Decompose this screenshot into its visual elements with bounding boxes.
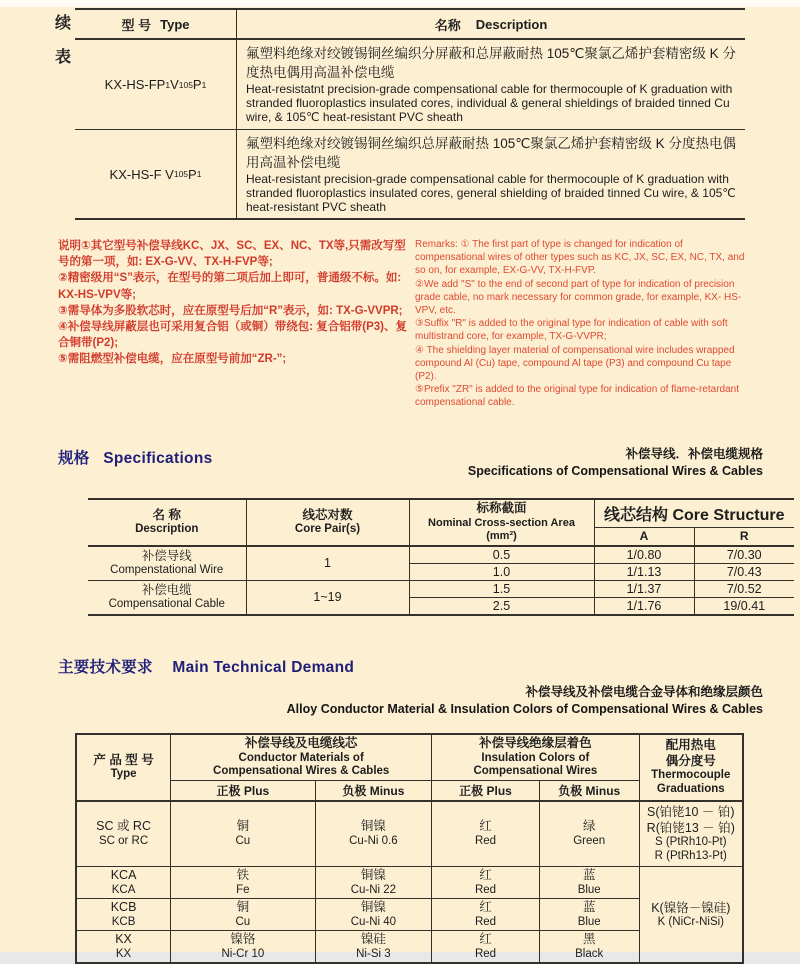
graduation-k: K(镍铬－镍硅) K (NiCr-NiSi) <box>639 867 743 964</box>
col-header-conductor-materials: 补偿导线及电缆线芯 Conductor Materials of Compensational Wires & Cables <box>171 734 432 780</box>
col-header-nominal-area: 标称截面 Nominal Cross-section Area (mm²) <box>409 499 594 546</box>
tech-row-kca <box>76 867 743 899</box>
structure-a-value: 1/0.80 <box>594 546 694 564</box>
alloy-insulation-table <box>75 733 744 964</box>
col-header-plus: 正极 Plus <box>432 780 540 801</box>
product-type: SC 或 RC SC or RC <box>76 801 171 867</box>
conductor-minus: 镍硅 Ni-Si 3 <box>315 931 432 964</box>
type-header-en: Type <box>160 16 190 32</box>
col-header-a: A <box>594 528 694 546</box>
structure-r-value: 19/0.41 <box>694 597 794 615</box>
remark-item: Remarks: ① The first part of type is changed for indication of compensational wires of other types such as KC, JX, SC, EX, NC, TX, and so on, for example, EX-G-VV, TX-H-FVP. <box>415 239 745 277</box>
remarks-english <box>415 238 749 410</box>
spec-header-row <box>88 499 794 528</box>
core-pairs-value: 1~19 <box>246 580 409 615</box>
conductor-minus: 铜镍 Cu-Ni 40 <box>315 899 432 931</box>
type-code: KX-HS-F V 105 P 1 <box>75 130 237 218</box>
cable-description <box>237 130 745 218</box>
page-top-margin <box>0 0 800 7</box>
insulation-minus: 黑 Black <box>539 931 639 964</box>
col-header-thermocouple-graduations: 配用热电 偶分度号 Thermocouple Graduations <box>639 734 743 801</box>
notes-chinese <box>58 238 407 368</box>
heading-cn: 规格 <box>58 450 90 467</box>
type-description-table <box>75 8 745 220</box>
cable-description <box>237 40 745 129</box>
type-code: KX-HS-FP 1 V 105 P 1 <box>75 40 237 129</box>
note-item: ②精密级用“S”表示，在型号的第二项后加上即可，普通级不标。如: KX-HS-VPV等; <box>58 272 402 301</box>
structure-a-value: 1/1.76 <box>594 597 694 615</box>
heading-cn: 主要技术要求 <box>58 659 153 676</box>
desc-header-en: Description <box>475 16 548 32</box>
conductor-plus: 铜 Cu <box>171 899 315 931</box>
cable-type-row <box>75 40 745 130</box>
remark-item: ④ The shielding layer material of compensational wire includes wrapped compound Al (Cu) tape, compound Al tape (P3) and compound Cu tape (P2). <box>415 344 735 383</box>
note-item: ③需导体为多股软芯时，应在原型号后加“R”表示，如: TX-G-VVPR; <box>58 304 403 317</box>
note-item: ⑤需阻燃型补偿电缆，应在原型号前加“ZR-”; <box>58 353 287 366</box>
type-column-header <box>75 10 237 38</box>
structure-r-value: 7/0.30 <box>694 546 794 564</box>
spec-item-name: 补偿电缆 Compensational Cable <box>88 580 246 615</box>
subtitle-en: Specifications of Compensational Wires & Cables <box>467 464 763 478</box>
description-cn: 氟塑料绝缘对绞镀锡铜丝编织总屏蔽耐热 105℃聚氯乙烯护套精密级 K 分度热电偶用高温补偿电缆 <box>246 136 736 170</box>
desc-header-cn: 名称 <box>434 17 461 33</box>
insulation-minus: 蓝 Blue <box>539 867 639 899</box>
conductor-minus: 铜镍 Cu-Ni 0.6 <box>315 801 432 867</box>
col-header-plus: 正极 Plus <box>171 780 315 801</box>
conductor-plus: 铁 Fe <box>171 867 315 899</box>
remark-item: ⑤Prefix "ZR" is added to the original type for indication of flame-retardant compensational cable. <box>415 384 739 409</box>
col-header-core-pairs: 线芯对数 Core Pair(s) <box>246 499 409 546</box>
description-cn: 氟塑料绝缘对绞镀锡铜丝编织分屏蔽和总屏蔽耐热 105℃聚氯乙烯护套精密级 K 分度热电偶用高温补偿电缆 <box>246 46 736 80</box>
heading-en: Main Technical Demand <box>172 659 355 676</box>
area-value: 1.0 <box>409 563 594 580</box>
col-header-minus: 负极 Minus <box>539 780 639 801</box>
description-en: Heat-resistant precision-grade compensational cable for thermocouple of K graduation with stranded fluoroplastics insulated cores, general shielding of braided tinned Cu wire, & 105℃ heat-resistant PVC sheath <box>246 172 736 214</box>
insulation-plus: 红 Red <box>432 867 540 899</box>
specifications-subtitle <box>468 446 763 480</box>
graduation-s-r: S(铂铑10 － 铂) R(铂铑13 － 铂) S (PtRh10-Pt) R (PtRh13-Pt) <box>639 801 743 867</box>
col-header-minus: 负极 Minus <box>315 780 432 801</box>
note-item: 说明①其它型号补偿导线KC、JX、SC、EX、NC、TX等,只需改写型号的第一项，如: EX-G-VV、TX-H-FVP等; <box>58 240 406 269</box>
description-column-header <box>237 10 745 38</box>
insulation-minus: 蓝 Blue <box>539 899 639 931</box>
col-header-r: R <box>694 528 794 546</box>
section-heading-specifications <box>58 446 213 468</box>
area-value: 1.5 <box>409 580 594 597</box>
core-pairs-value: 1 <box>246 546 409 581</box>
structure-a-value: 1/1.13 <box>594 563 694 580</box>
structure-r-value: 7/0.43 <box>694 563 794 580</box>
col-header-description: 名 称 Description <box>88 499 246 546</box>
technical-subtitle <box>287 684 763 718</box>
structure-a-value: 1/1.37 <box>594 580 694 597</box>
remark-item: ③Suffix "R" is added to the original type for indication of cable with soft multistrand core, for example, TX-G-VVPR; <box>415 318 728 343</box>
continued-label-char: 表 <box>55 49 72 66</box>
col-header-insulation-colors: 补偿导线绝缘层着色 Insulation Colors of Compensational Wires <box>432 734 639 780</box>
heading-en: Specifications <box>103 450 213 467</box>
col-header-type: 产 品 型 号 Type <box>76 734 171 801</box>
spec-row <box>88 580 794 597</box>
conductor-minus: 铜镍 Cu-Ni 22 <box>315 867 432 899</box>
tech-header-row <box>76 734 743 780</box>
note-item: ④补偿导线屏蔽层也可采用复合铝（或铜）带绕包: 复合铝带(P3)、复合铜带(P2); <box>58 321 407 350</box>
area-value: 0.5 <box>409 546 594 564</box>
product-type: KCA KCA <box>76 867 171 899</box>
insulation-minus: 绿 Green <box>539 801 639 867</box>
subtitle-cn: 补偿导线．补偿电缆规格 <box>625 447 763 461</box>
tech-row-sc-rc <box>76 801 743 867</box>
product-type: KCB KCB <box>76 899 171 931</box>
continued-table-label <box>55 10 71 67</box>
insulation-plus: 红 Red <box>432 899 540 931</box>
specifications-table <box>88 498 794 616</box>
remark-item: ②We add "S" to the end of second part of type for indication of precision grade cable, no mark necessary for common grade, for example, KX- HS-VPV, etc. <box>415 278 742 317</box>
subtitle-en: Alloy Conductor Material & Insulation Colors of Compensational Wires & Cables <box>286 702 763 716</box>
table-header-row <box>75 10 745 40</box>
subtitle-cn: 补偿导线及补偿电缆合金导体和绝缘层颜色 <box>525 685 763 699</box>
continued-label-char: 续 <box>55 15 72 32</box>
conductor-plus: 铜 Cu <box>171 801 315 867</box>
cable-type-row <box>75 130 745 218</box>
area-value: 2.5 <box>409 597 594 615</box>
insulation-plus: 红 Red <box>432 801 540 867</box>
description-en: Heat-resistatnt precision-grade compensational cable for thermocouple of K graduation with stranded fluoroplastics insulated cores, individual & general shieldings of braided tinned Cu wire, & 105℃ heat-resistant PVC sheath <box>246 82 733 124</box>
section-heading-technical-demand <box>58 655 354 677</box>
conductor-plus: 镍铬 Ni-Cr 10 <box>171 931 315 964</box>
insulation-plus: 红 Red <box>432 931 540 964</box>
structure-r-value: 7/0.52 <box>694 580 794 597</box>
spec-row <box>88 546 794 564</box>
type-header-cn: 型 号 <box>121 17 152 33</box>
spec-item-name: 补偿导线 Compenstational Wire <box>88 546 246 581</box>
col-header-core-structure: 线芯结构 Core Structure <box>594 499 794 528</box>
product-type: KX KX <box>76 931 171 964</box>
